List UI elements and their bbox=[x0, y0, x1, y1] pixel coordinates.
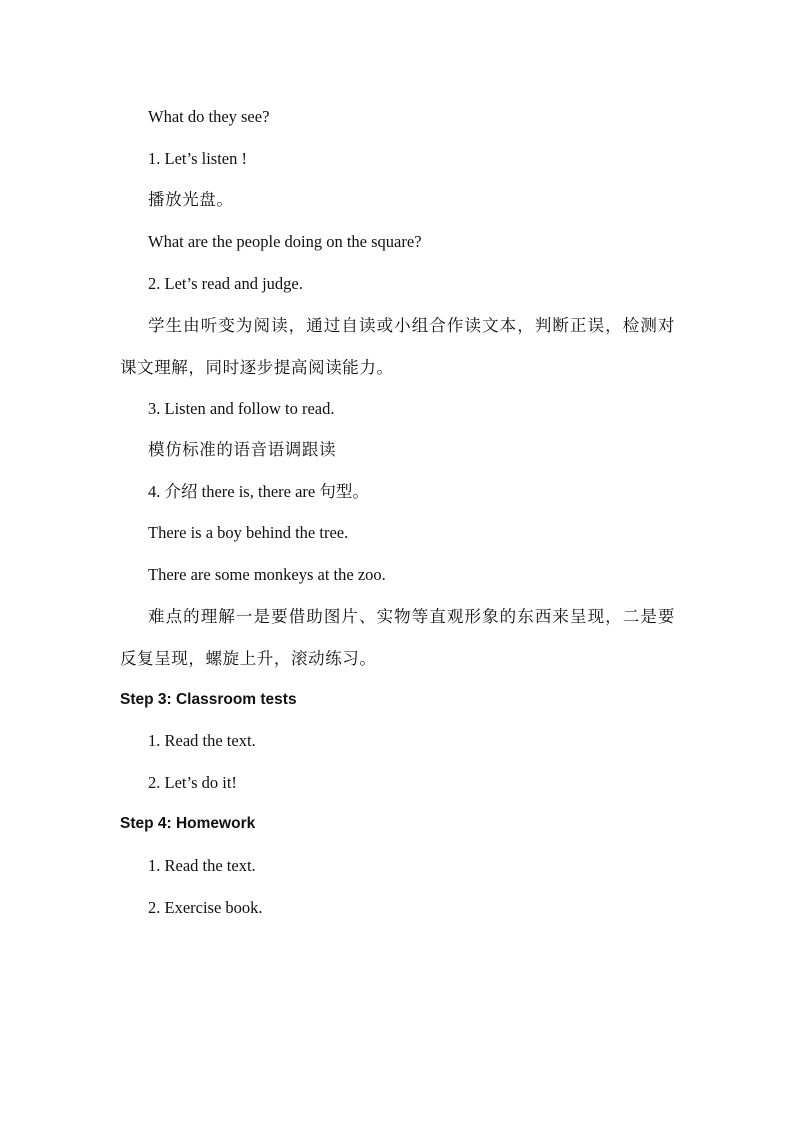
note-play-disc: 播放光盘。 bbox=[148, 190, 234, 209]
step-item-there-is-there-are: 4. 介绍 there is, there are 句型。 bbox=[148, 482, 369, 501]
heading-step-4: Step 4: Homework bbox=[120, 815, 256, 832]
step-item-listen-follow: 3. Listen and follow to read. bbox=[148, 399, 335, 418]
paragraph-difficulty-explanation: 难点的理解一是要借助图片、实物等直观形象的东西来呈现，二是要反复呈现，螺旋上升，滚动练习。 bbox=[120, 607, 675, 668]
step-item-read-and-judge: 2. Let’s read and judge. bbox=[148, 274, 303, 293]
homework-item-exercise-book: 2. Exercise book. bbox=[148, 898, 263, 917]
question-what-do-they-see: What do they see? bbox=[148, 107, 270, 126]
homework-item-read-text: 1. Read the text. bbox=[148, 856, 256, 875]
question-people-on-square: What are the people doing on the square? bbox=[148, 232, 422, 251]
note-imitate-pronunciation: 模仿标准的语音语调跟读 bbox=[148, 440, 337, 459]
heading-step-3: Step 3: Classroom tests bbox=[120, 691, 297, 708]
example-sentence-boy-tree: There is a boy behind the tree. bbox=[148, 523, 349, 542]
test-item-read-text: 1. Read the text. bbox=[148, 731, 256, 750]
test-item-do-it: 2. Let’s do it! bbox=[148, 773, 237, 792]
step-item-lets-listen: 1. Let’s listen ! bbox=[148, 149, 247, 168]
paragraph-reading-explanation: 学生由听变为阅读，通过自读或小组合作读文本，判断正误，检测对课文理解，同时逐步提高阅读能力。 bbox=[120, 316, 675, 377]
example-sentence-monkeys-zoo: There are some monkeys at the zoo. bbox=[148, 565, 386, 584]
